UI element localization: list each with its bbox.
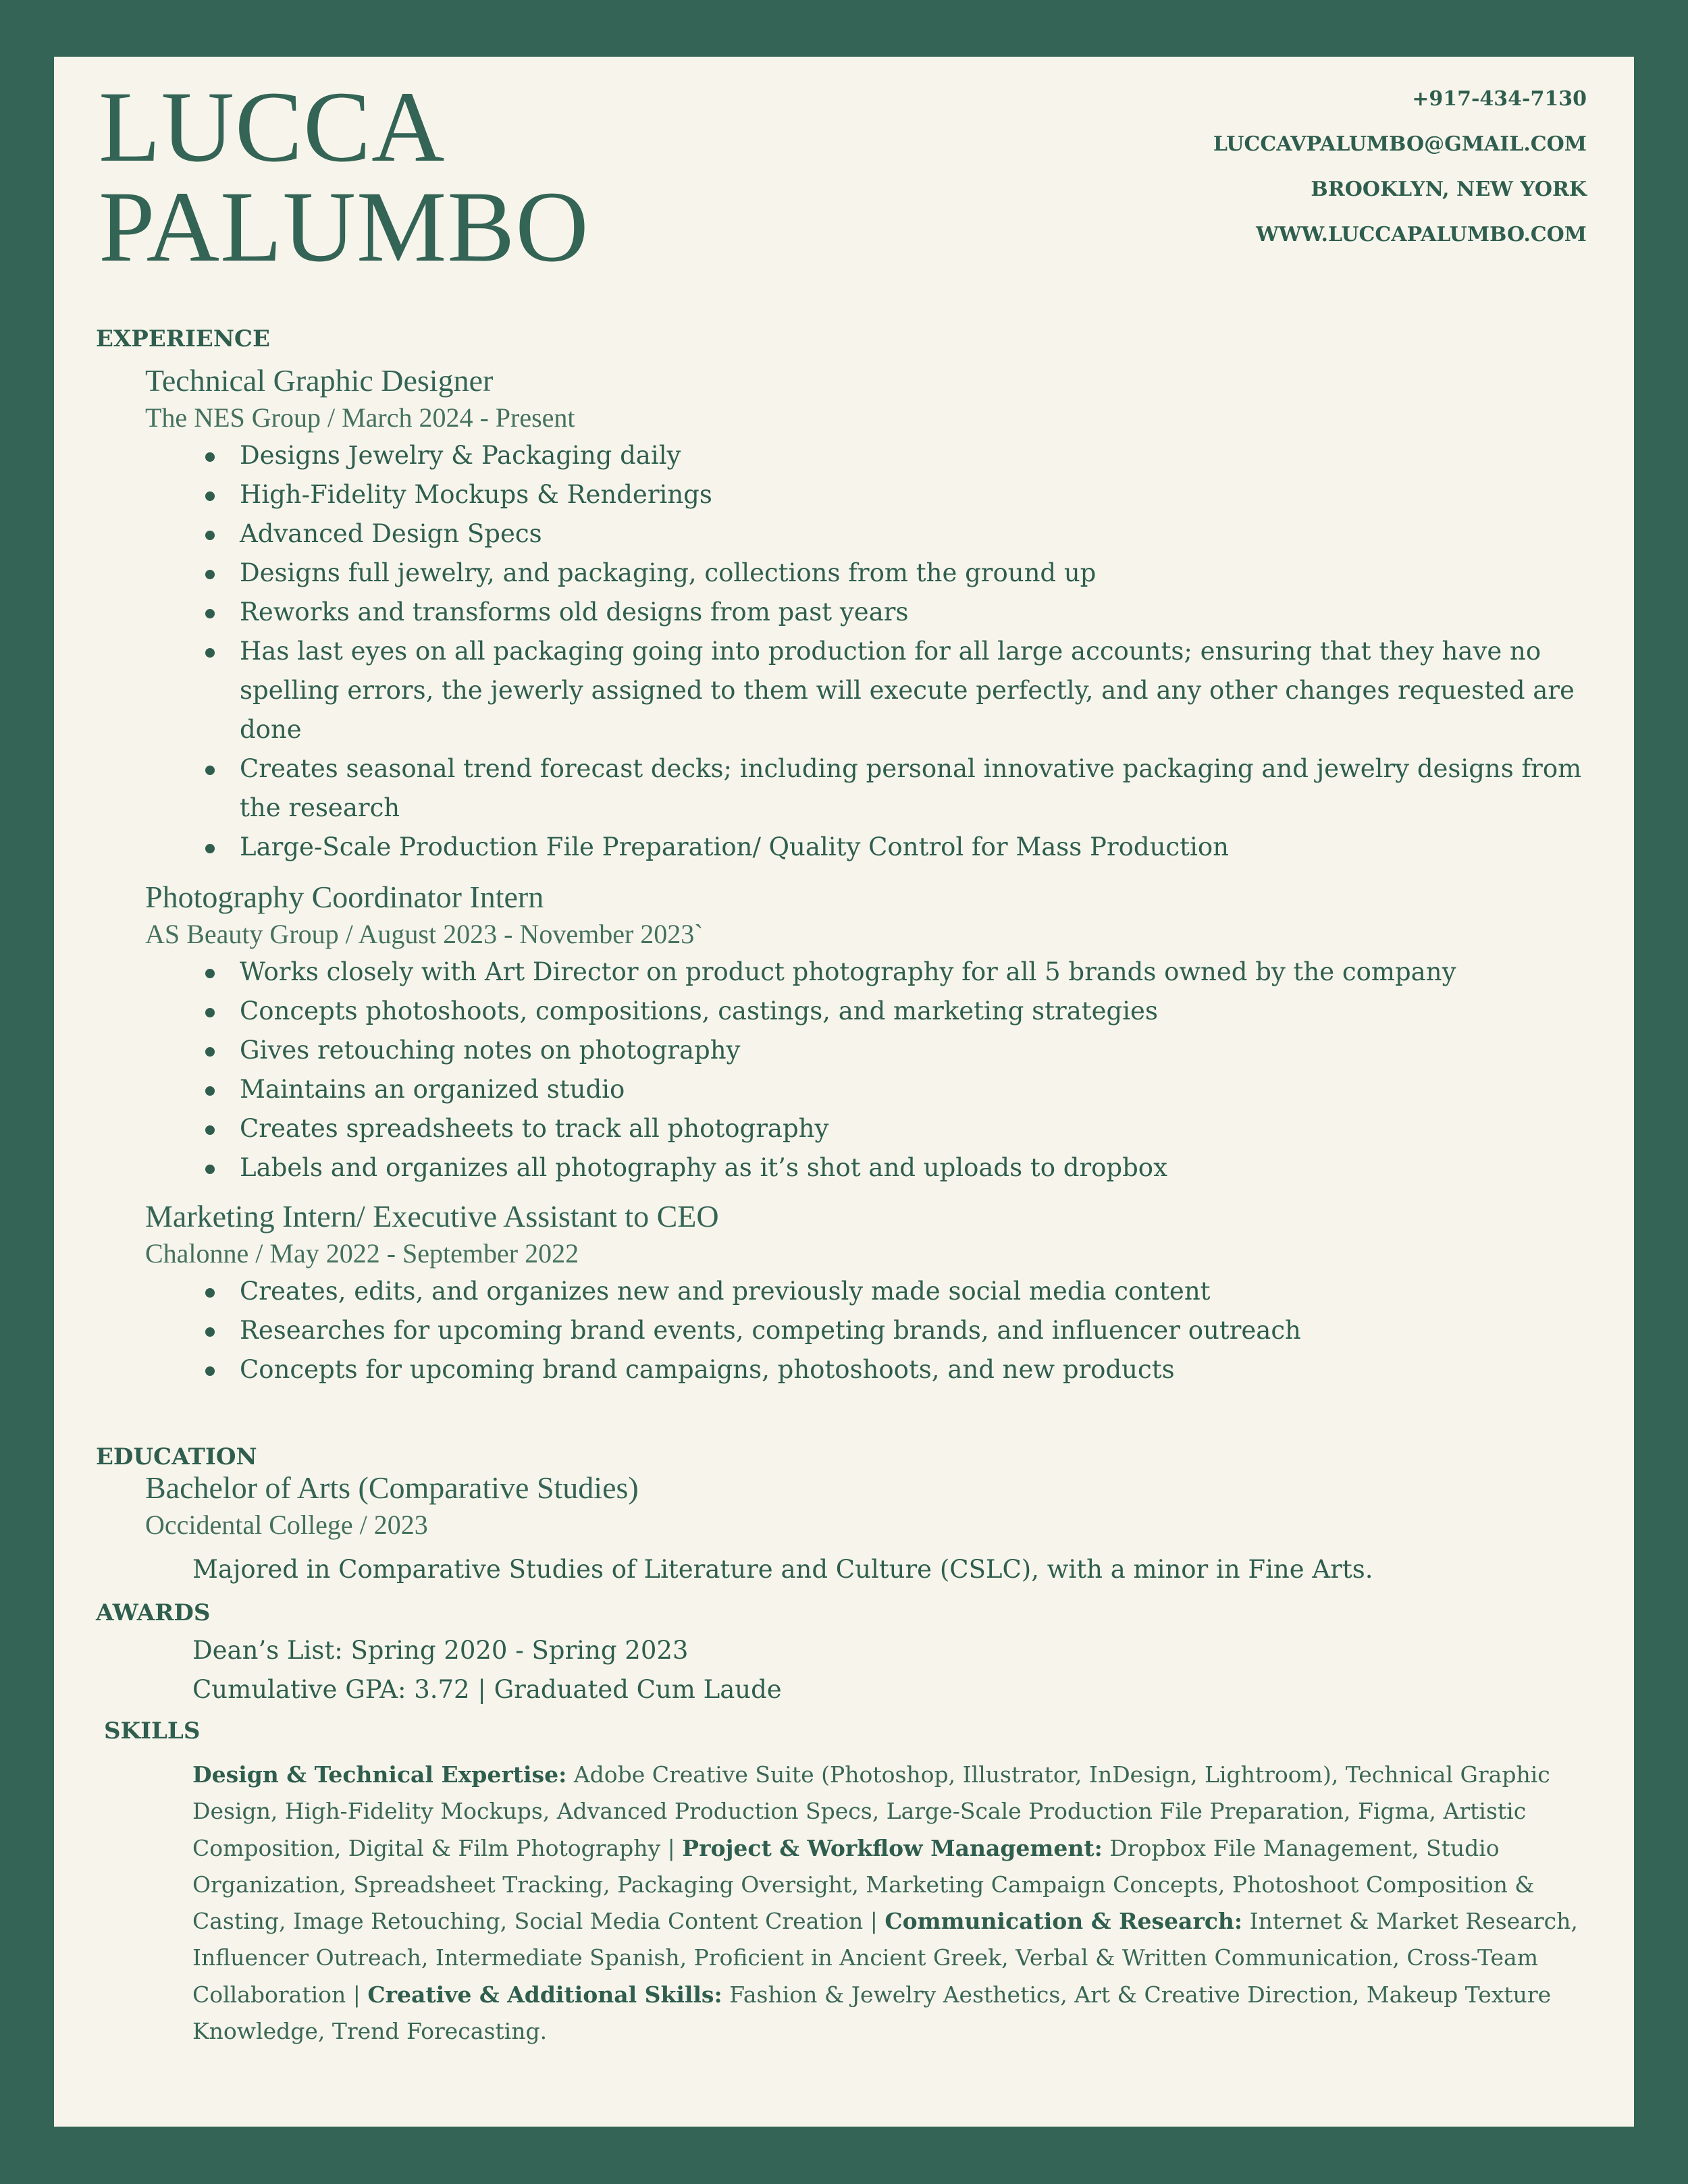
bullet-item: Concepts photoshoots, compositions, castings, and marketing strategies (240, 992, 1617, 1031)
bullet-item: High-Fidelity Mockups & Renderings (240, 475, 1617, 514)
bullet-item: Creates seasonal trend forecast decks; including personal innovative packaging and jewelry designs from the research (240, 749, 1617, 828)
bullet-item: Labels and organizes all photography as it’s shot and uploads to dropbox (240, 1148, 1617, 1188)
first-name: LUCCA (99, 71, 446, 183)
award-item: Cumulative GPA: 3.72 | Graduated Cum Laude (192, 1675, 782, 1704)
skill-group-text: Dropbox File Management, Studio Organization, Spreadsheet Tracking, Packaging Oversight, Marketing Campaign Concepts, Photoshoot Composition & Casting, Image Retouching, Social Media Content Creation | (192, 1834, 1535, 1935)
bullet-item: Reworks and transforms old designs from past years (240, 593, 1617, 632)
bullet-item: Advanced Design Specs (240, 514, 1617, 554)
bullet-item: Researches for upcoming brand events, competing brands, and influencer outreach (240, 1311, 1617, 1350)
bullet-item: Gives retouching notes on photography (240, 1031, 1617, 1070)
bullet-item: Concepts for upcoming brand campaigns, photoshoots, and new products (240, 1350, 1617, 1389)
job-entry (145, 362, 1617, 867)
last-name: PALUMBO (99, 171, 589, 283)
contact-info (1213, 80, 1587, 261)
awards-heading: AWARDS (96, 1599, 211, 1626)
bullet-item: Creates spreadsheets to track all photography (240, 1109, 1617, 1148)
job-title: Technical Graphic Designer (145, 363, 494, 398)
job-title: Photography Coordinator Intern (145, 880, 544, 914)
job-meta: The NES Group / March 2024 - Present (145, 402, 575, 433)
job-meta: Chalonne / May 2022 - September 2022 (145, 1238, 579, 1269)
degree-title: Bachelor of Arts (Comparative Studies) (145, 1470, 639, 1505)
education-entry (145, 1469, 1617, 1543)
location: BROOKLYN, NEW YORK (1311, 178, 1587, 201)
skill-group-text: Adobe Creative Suite (Photoshop, Illustrator, InDesign, Lightroom), Technical Graphic Design, High-Fidelity Mockups, Advanced Production Specs, Large-Scale Production File Preparation, Figma, Artistic Composition, Digital & Film Photography | (192, 1761, 1550, 1861)
education-heading: EDUCATION (96, 1443, 257, 1470)
school-meta: Occidental College / 2023 (145, 1510, 428, 1540)
education-detail: Majored in Comparative Studies of Literature and Culture (CSLC), with a minor in Fine Arts. (192, 1555, 1373, 1584)
skill-group-label: Creative & Additional Skills: (367, 1981, 722, 2008)
bullet-item: Works closely with Art Director on product photography for all 5 brands owned by the company (240, 953, 1617, 992)
skill-group-text: Internet & Market Research, Influencer Outreach, Intermediate Spanish, Proficient in Ancient Greek, Verbal & Written Communication, Cross-Team Collaboration | (192, 1908, 1578, 2008)
skill-group-text: Fashion & Jewelry Aesthetics, Art & Creative Direction, Makeup Texture Knowledge, Trend Forecasting. (192, 1981, 1552, 2045)
bullet-item: Creates, edits, and organizes new and previously made social media content (240, 1272, 1617, 1311)
candidate-name (99, 71, 589, 283)
experience-heading: EXPERIENCE (96, 325, 270, 352)
email-address: LUCCAVPALUMBO@GMAIL.COM (1213, 132, 1587, 156)
skills-paragraph (192, 1757, 1583, 2050)
bullet-item: Maintains an organized studio (240, 1070, 1617, 1109)
job-bullets (145, 953, 1617, 1188)
resume-page (54, 57, 1634, 2127)
skill-group-label: Design & Technical Expertise: (192, 1761, 567, 1788)
bullet-item: Has last eyes on all packaging going into production for all large accounts; ensuring that they have no spelling errors, the jewerly assigned to them will execute perfectly, and any other changes requested are done (240, 632, 1617, 749)
skill-group-label: Communication & Research: (885, 1908, 1243, 1935)
job-bullets (145, 436, 1617, 867)
job-title: Marketing Intern/ Executive Assistant to CEO (145, 1199, 719, 1233)
job-entry (145, 878, 1617, 1188)
award-item: Dean’s List: Spring 2020 - Spring 2023 (192, 1636, 689, 1665)
bullet-item: Designs full jewelry, and packaging, collections from the ground up (240, 554, 1617, 593)
bullet-item: Designs Jewelry & Packaging daily (240, 436, 1617, 475)
job-entry (145, 1198, 1617, 1389)
website-url: WWW.LUCCAPALUMBO.COM (1256, 223, 1587, 246)
job-bullets (145, 1272, 1617, 1389)
skill-group-label: Project & Workflow Management: (682, 1834, 1103, 1861)
skills-heading: SKILLS (104, 1717, 201, 1744)
phone-number: +917-434-7130 (1412, 87, 1587, 111)
bullet-item: Large-Scale Production File Preparation/ Quality Control for Mass Production (240, 828, 1617, 867)
job-meta: AS Beauty Group / August 2023 - November 2023` (145, 919, 704, 949)
